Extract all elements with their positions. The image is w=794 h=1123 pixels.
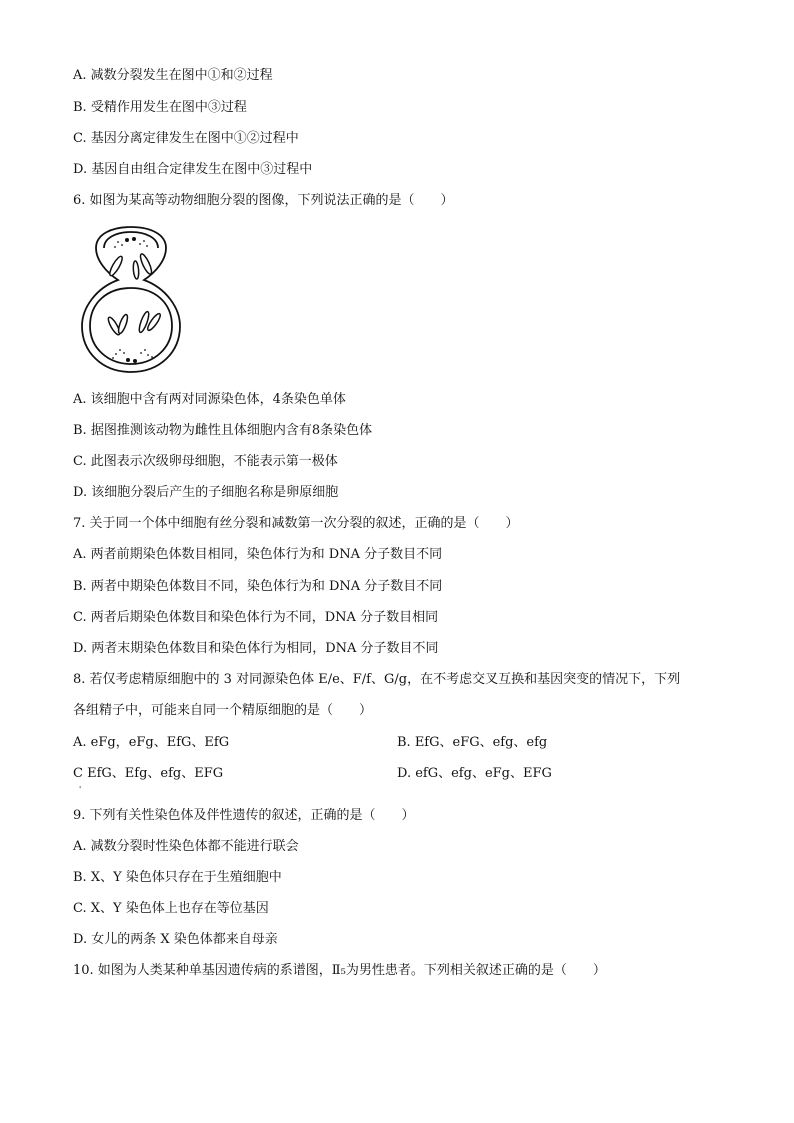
q8-option-a: A. eFg，eFg、EfG、EfG bbox=[73, 735, 230, 750]
q6-option-b: B. 据图推测该动物为雌性且体细胞内含有8条染色体 bbox=[73, 423, 373, 438]
q6-stem: 6. 如图为某高等动物细胞分裂的图像，下列说法正确的是（ ） bbox=[73, 193, 454, 208]
q7-option-a: A. 两者前期染色体数目相同，染色体行为和 DNA 分子数目不同 bbox=[73, 547, 443, 562]
q8-option-d: D. efG、efg、eFg、EFG bbox=[397, 766, 552, 781]
q5-option-b: B. 受精作用发生在图中③过程 bbox=[73, 100, 247, 115]
q8-option-c: C EfG、Efg、efg、EFG bbox=[73, 766, 224, 781]
q10-stem: 10. 如图为人类某种单基因遗传病的系谱图，Ⅱ₅为男性患者。下列相关叙述正确的是（ ） bbox=[73, 963, 606, 978]
q5-option-d: D. 基因自由组合定律发生在图中③过程中 bbox=[73, 162, 313, 177]
q6-option-d: D. 该细胞分裂后产生的子细胞名称是卵原细胞 bbox=[73, 485, 339, 500]
q7-option-c: C. 两者后期染色体数目和染色体行为不同，DNA 分子数目相同 bbox=[73, 610, 439, 625]
q5-option-c: C. 基因分离定律发生在图中①②过程中 bbox=[73, 131, 299, 146]
q8-option-b: B. EfG、eFG、efg、efg bbox=[397, 735, 548, 750]
stray-mark: ' bbox=[79, 785, 82, 794]
q9-option-a: A. 减数分裂时性染色体都不能进行联会 bbox=[73, 839, 299, 854]
q6-option-c: C. 此图表示次级卵母细胞，不能表示第一极体 bbox=[73, 454, 338, 469]
q9-stem: 9. 下列有关性染色体及伴性遗传的叙述，正确的是（ ） bbox=[73, 808, 415, 823]
cell-division-figure bbox=[78, 226, 184, 374]
q9-option-c: C. X、Y 染色体上也存在等位基因 bbox=[73, 901, 269, 916]
q5-option-a: A. 减数分裂发生在图中①和②过程 bbox=[73, 68, 273, 83]
q7-option-b: B. 两者中期染色体数目不同，染色体行为和 DNA 分子数目不同 bbox=[73, 579, 443, 594]
q7-option-d: D. 两者末期染色体数目和染色体行为相同，DNA 分子数目不同 bbox=[73, 641, 439, 656]
q6-option-a: A. 该细胞中含有两对同源染色体，4条染色单体 bbox=[73, 392, 346, 407]
q8-stem-line-2: 各组精子中，可能来自同一个精原细胞的是（ ） bbox=[73, 703, 373, 718]
q7-stem: 7. 关于同一个体中细胞有丝分裂和减数第一次分裂的叙述，正确的是（ ） bbox=[73, 516, 519, 531]
q8-stem-line-1: 8. 若仅考虑精原细胞中的 3 对同源染色体 E/e、F/f、G/g，在不考虑交叉互换和基因突变的情况下，下列 bbox=[73, 672, 681, 687]
q9-option-b: B. X、Y 染色体只存在于生殖细胞中 bbox=[73, 870, 282, 885]
q9-option-d: D. 女儿的两条 X 染色体都来自母亲 bbox=[73, 932, 278, 947]
